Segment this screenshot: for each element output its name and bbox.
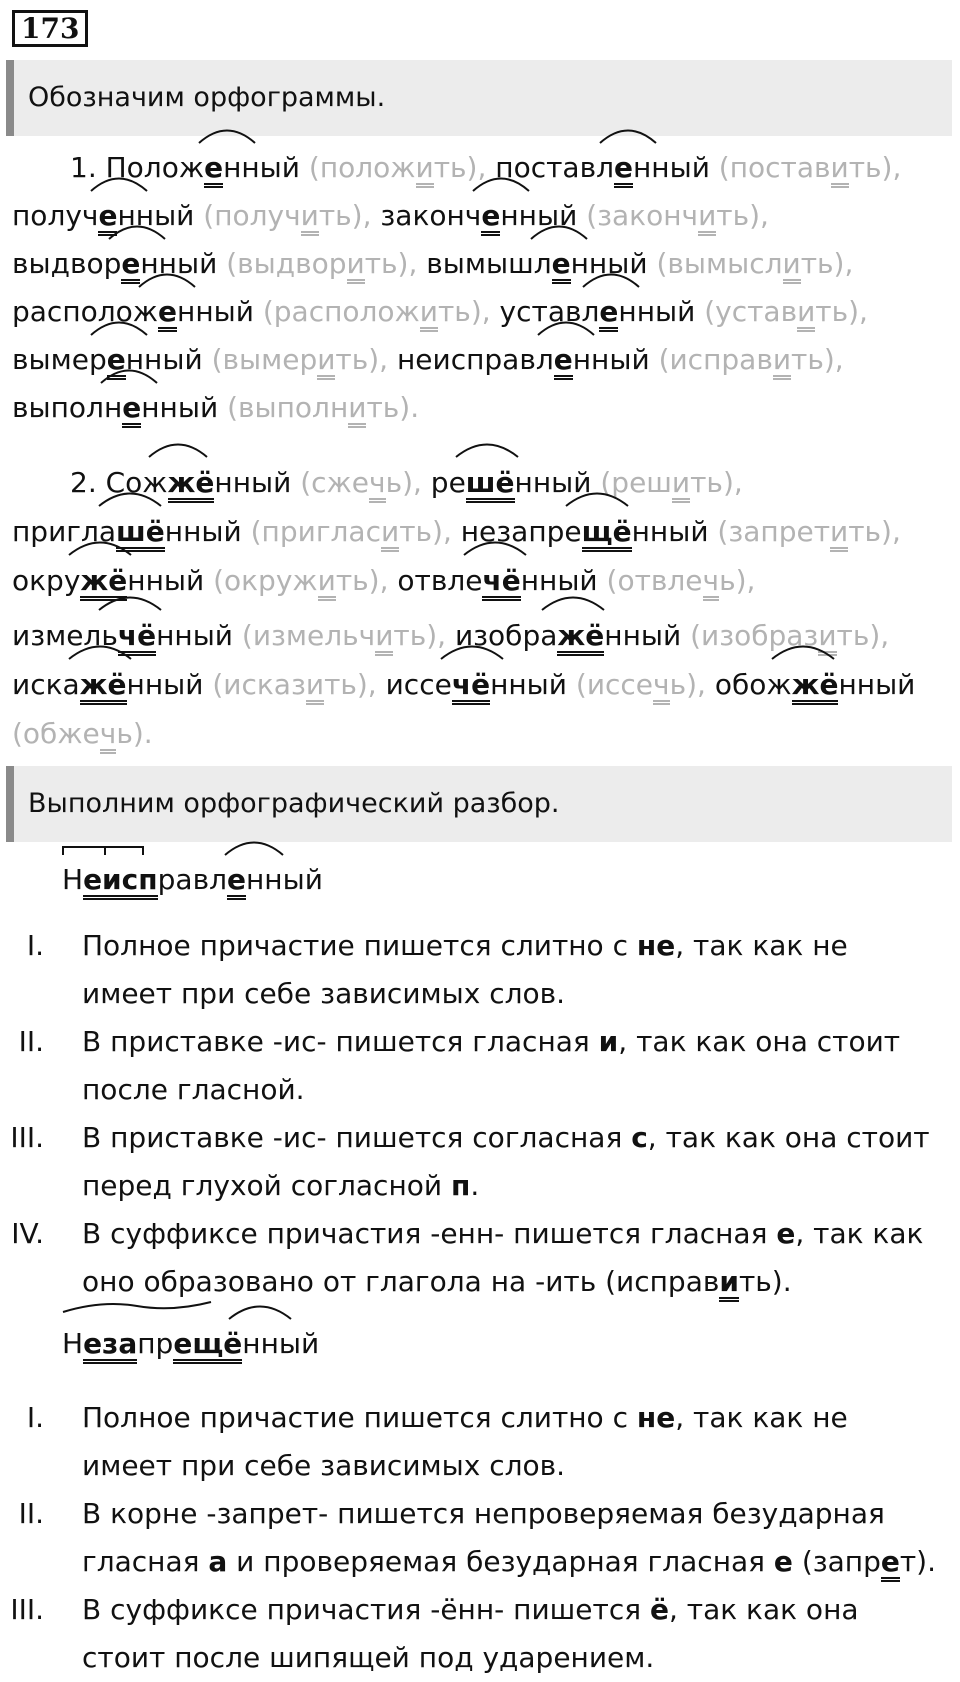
parse-list-1 bbox=[0, 922, 950, 1306]
group1-paragraph: 1. Положенный (положить), поставленный (поставить), полученный (получить), законченный (закончить), выдворенный (выдворить), вымышленный (вымыслить), расположенный (расположить), уставленный (уставить), вымеренный (вымерить), неисправленный (исправить), выполненный (выполнить). bbox=[12, 144, 948, 432]
word-2: поставленный bbox=[495, 144, 710, 192]
list-item: I. Полное причастие пишется слитно с не, так как не имеет при себе зависимых слов. bbox=[26, 1401, 848, 1482]
exercise-number: 173 bbox=[12, 10, 88, 47]
list-item: III. В приставке -ис- пишется согласная с, так как она стоит перед глухой согласной п. bbox=[10, 1121, 930, 1202]
hint-1: (положить), bbox=[309, 151, 486, 184]
hint-2: (поставить), bbox=[719, 151, 902, 184]
list-item: II. В корне -запрет- пишется непроверяемая безударная гласная а и проверяемая безударная гласная е (запрет). bbox=[0, 1490, 950, 1586]
list-item: I. Полное причастие пишется слитно с не, так как не имеет при себе зависимых слов. bbox=[26, 929, 848, 1010]
section-header-orthograms: Обозначим орфограммы. bbox=[6, 60, 952, 136]
list-item: II. В приставке -ис- пишется гласная и, так как она стоит после гласной. bbox=[18, 1025, 901, 1106]
parse-word-1: Неисправленный bbox=[62, 856, 323, 904]
word-1: 1. Положенный bbox=[70, 144, 300, 192]
group2-paragraph: 2. Сожжённый (сжечь), решённый (решить), приглашённый (пригласить), незапрещённый (запретить), окружённый (окружить), отвлечённый (отвлечь), измельчённый (измельчить), изображённый (изобразить), искажённый (исказить), иссечённый (иссечь), обожжённый (обжечь). bbox=[12, 458, 948, 758]
list-item: III. В суффиксе причастия -ённ- пишется ё, так как она стоит после шипящей под ударением. bbox=[10, 1593, 859, 1674]
section-header-parsing: Выполним орфографический разбор. bbox=[6, 766, 952, 842]
list-item: IV. В суффиксе причастия -енн- пишется гласная е, так как оно образовано от глагола на -ить (исправить). bbox=[0, 1210, 950, 1306]
parse-list-2 bbox=[0, 1394, 950, 1682]
parse-word-2: Незапрещённый bbox=[62, 1320, 319, 1368]
